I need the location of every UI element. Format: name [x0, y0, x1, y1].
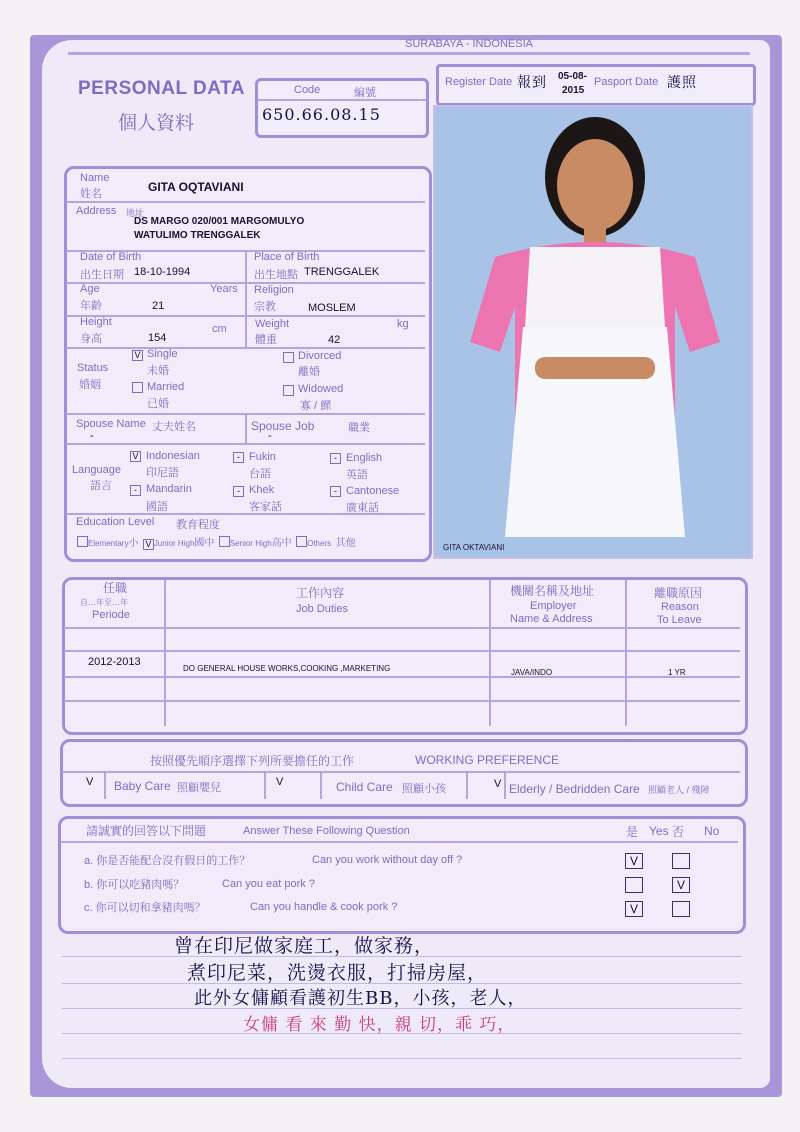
edu-others-label-zh: 其他: [335, 538, 356, 549]
address-line-1: DS MARGO 020/001 MARGOMULYO: [134, 216, 305, 227]
col-employer-2: Name & Address: [510, 613, 593, 625]
question-a: a. 你是否能配合沒有假日的工作？: [84, 855, 251, 867]
question-c-no-checkbox[interactable]: [672, 901, 690, 917]
address-label: Address: [76, 205, 117, 217]
work-row-reason: 1 YR: [668, 668, 686, 677]
religion-label: Religion: [254, 284, 294, 296]
status-label-zh: 婚姻: [79, 379, 101, 391]
weight-unit: kg: [397, 318, 409, 330]
lang-cantonese-label: Cantonese: [346, 485, 400, 497]
age-label-zh: 年齡: [80, 300, 102, 312]
lang-khek-label-zh: 客家話: [249, 501, 282, 513]
education-label: Education Level: [76, 516, 155, 528]
col-period-zh: 任職: [103, 581, 128, 595]
dob-label: Date of Birth: [80, 251, 142, 263]
question-a-no-checkbox[interactable]: [672, 853, 690, 869]
work-row-period: 2012-2013: [88, 656, 141, 668]
note-line-1: 曾在印尼做家庭工，做家務，: [174, 935, 435, 957]
weight-value: 42: [328, 334, 341, 346]
edu-senior-label-zh: 高中: [271, 538, 292, 549]
register-zh: 報到: [517, 75, 547, 91]
status-single-label: Single: [147, 348, 178, 360]
name-label-zh: 姓名: [80, 188, 102, 200]
age-value: 21: [152, 300, 165, 312]
status-single-checkbox[interactable]: V: [132, 350, 143, 361]
height-label: Height: [80, 316, 112, 328]
status-label: Status: [77, 362, 109, 374]
pob-value: TRENGGALEK: [304, 266, 380, 278]
note-line-2: 煮印尼菜，洗燙衣服，打掃房屋，: [187, 962, 488, 984]
code-label-zh: 編號: [354, 87, 376, 99]
yes-label: Yes: [649, 824, 669, 838]
pasport-label: Pasport Date: [594, 76, 659, 88]
edu-elementary-label-zh: 小: [128, 538, 139, 549]
status-widowed-checkbox[interactable]: [283, 385, 294, 396]
status-single-label-zh: 未婚: [147, 365, 169, 377]
pasport-zh: 護照: [667, 75, 697, 91]
lang-mandarin-label-zh: 國語: [146, 501, 168, 513]
education-options: [77, 533, 422, 547]
religion-label-zh: 宗教: [254, 301, 276, 313]
work-row-duties: DO GENERAL HOUSE WORKS,COOKING ,MARKETING: [183, 664, 391, 673]
work-row-employer: JAVA/INDO: [511, 668, 553, 677]
spouse-name-label-zh: 丈夫姓名: [152, 421, 196, 433]
edu-others-label: Others: [307, 539, 332, 548]
question-b-en: Can you eat pork ?: [222, 878, 315, 890]
question-b-no-checkbox[interactable]: V: [672, 877, 690, 893]
form-title: PERSONAL DATA: [78, 78, 245, 99]
pref-child-label-zh: 照顧小孩: [402, 783, 446, 795]
lang-mandarin-label: Mandarin: [146, 483, 192, 495]
edu-elementary-label: Elementary: [88, 539, 129, 548]
preference-title-zh: 按照優先順序選擇下列所要擔任的工作: [150, 754, 355, 768]
status-divorced-label-zh: 離婚: [298, 366, 320, 378]
pref-baby-label-zh: 照顧嬰兒: [177, 782, 221, 794]
weight-label-zh: 體重: [255, 334, 277, 346]
edu-junior-label-zh: 國中: [194, 538, 215, 549]
header-rule: [68, 52, 750, 55]
height-unit: cm: [212, 323, 227, 335]
weight-label: Weight: [255, 318, 290, 330]
lang-fukin-label-zh: 台語: [249, 468, 271, 480]
pref-child-label: Child Care: [336, 780, 393, 794]
note-line-4: 女傭 看 來 勤 快，親 切，乖 巧，: [243, 1015, 516, 1035]
person-photo-illustration: [435, 107, 751, 557]
question-a-en: Can you work without day off ?: [312, 854, 463, 866]
lang-english-label-zh: 英語: [346, 469, 368, 481]
lang-english-label: English: [346, 452, 383, 464]
pref-elderly-mark[interactable]: V: [494, 778, 502, 790]
working-preference-section: [60, 739, 748, 807]
col-employer: Employer: [530, 600, 577, 612]
register-box: [436, 64, 756, 106]
address-line-2: WATULIMO TRENGGALEK: [134, 230, 261, 241]
col-employer-zh: 機關名稱及地址: [510, 584, 595, 598]
lang-english-checkbox[interactable]: -: [330, 453, 341, 464]
height-label-zh: 身高: [80, 333, 102, 345]
lang-indonesian-label-zh: 印尼語: [146, 467, 179, 479]
lang-cantonese-checkbox[interactable]: -: [330, 486, 341, 497]
register-value-2: 2015: [562, 85, 585, 96]
status-married-label: Married: [147, 381, 185, 393]
age-unit: Years: [210, 283, 238, 295]
dob-label-zh: 出生日期: [80, 269, 124, 281]
col-reason-2: To Leave: [657, 614, 702, 626]
lang-indonesian-label: Indonesian: [146, 450, 200, 462]
spouse-name-label: Spouse Name: [76, 418, 146, 430]
pref-child-mark[interactable]: V: [276, 776, 284, 788]
question-c: c. 你可以切和拿豬肉嗎？: [84, 902, 206, 914]
no-label-zh: 否: [672, 825, 685, 839]
language-label: Language: [72, 464, 121, 476]
status-married-label-zh: 已婚: [147, 398, 169, 410]
spouse-job-label-zh: 職業: [348, 422, 370, 434]
edu-senior-checkbox[interactable]: [219, 536, 230, 547]
col-period: Periode: [92, 609, 130, 621]
lang-indonesian-checkbox[interactable]: V: [130, 451, 141, 462]
note-line-3: 此外女傭顧看護初生BB，小孩，老人，: [194, 988, 527, 1009]
spouse-name-value: -: [90, 430, 94, 442]
lang-fukin-checkbox[interactable]: -: [233, 452, 244, 463]
status-divorced-label: Divorced: [298, 350, 342, 362]
status-divorced-checkbox[interactable]: [283, 352, 294, 363]
lang-cantonese-label-zh: 廣東話: [346, 502, 379, 514]
pref-baby-mark[interactable]: V: [86, 776, 94, 788]
status-widowed-label-zh: 寡 / 鰥: [300, 400, 332, 412]
lang-khek-checkbox[interactable]: -: [233, 486, 244, 497]
col-reason-zh: 離職原因: [654, 586, 703, 600]
preference-title: WORKING PREFERENCE: [415, 753, 560, 767]
photo: [433, 105, 753, 559]
edu-others-checkbox[interactable]: [296, 536, 307, 547]
language-label-zh: 語言: [90, 480, 112, 492]
question-b: b. 你可以吃豬肉嗎？: [84, 879, 185, 891]
form-title-zh: 個人資料: [118, 113, 195, 134]
edu-elementary-checkbox[interactable]: [77, 536, 88, 547]
question-c-en: Can you handle & cook pork ?: [250, 901, 398, 913]
pref-baby-label: Baby Care: [114, 779, 171, 793]
age-label: Age: [80, 283, 100, 295]
edu-junior-checkbox[interactable]: V: [143, 539, 154, 550]
name-label: Name: [80, 172, 110, 184]
spouse-job-label: Spouse Job: [251, 419, 315, 433]
spouse-job-value: -: [268, 430, 272, 442]
col-reason: Reason: [661, 601, 699, 613]
register-value-1: 05-08-: [558, 71, 587, 82]
photo-caption: GITA OKTAVIANI: [443, 543, 505, 552]
location-text: SURABAYA - INDONESIA: [405, 38, 533, 50]
status-married-checkbox[interactable]: [132, 382, 143, 393]
col-period-zh2: 自…年至…年: [80, 598, 128, 607]
edu-senior-label: Senior High: [229, 539, 272, 548]
religion-value: MOSLEM: [308, 302, 356, 314]
lang-mandarin-checkbox[interactable]: -: [130, 485, 141, 496]
register-label: Register Date: [445, 76, 513, 88]
name-value: GITA OQTAVIANI: [148, 180, 244, 194]
question-a-yes-checkbox[interactable]: V: [625, 853, 643, 869]
col-duties-zh: 工作內容: [296, 586, 345, 600]
code-label: Code: [294, 84, 321, 96]
no-label: No: [704, 824, 720, 838]
edu-junior-label: Junior High: [153, 539, 195, 548]
address-label-zh: 地址: [126, 208, 145, 218]
lang-fukin-label: Fukin: [249, 451, 276, 463]
pref-elderly-label: Elderly / Bedridden Care: [509, 782, 640, 796]
height-value: 154: [148, 332, 167, 344]
yes-label-zh: 是: [626, 825, 639, 839]
pref-elderly-label-zh: 照顧老人 / 殘障: [648, 785, 710, 795]
questions-title-zh: 請誠實的回答以下問題: [86, 824, 207, 838]
pob-label-zh: 出生地點: [254, 269, 298, 281]
education-label-zh: 教育程度: [176, 519, 220, 531]
question-b-yes-checkbox[interactable]: [625, 877, 643, 893]
status-widowed-label: Widowed: [298, 383, 344, 395]
col-duties: Job Duties: [296, 603, 348, 615]
dob-value: 18-10-1994: [134, 266, 191, 278]
code-value: 650.66.08.15: [262, 105, 381, 124]
code-box: [255, 78, 429, 138]
pob-label: Place of Birth: [254, 251, 320, 263]
question-c-yes-checkbox[interactable]: V: [625, 901, 643, 917]
lang-khek-label: Khek: [249, 484, 275, 496]
questions-title: Answer These Following Question: [243, 825, 410, 837]
